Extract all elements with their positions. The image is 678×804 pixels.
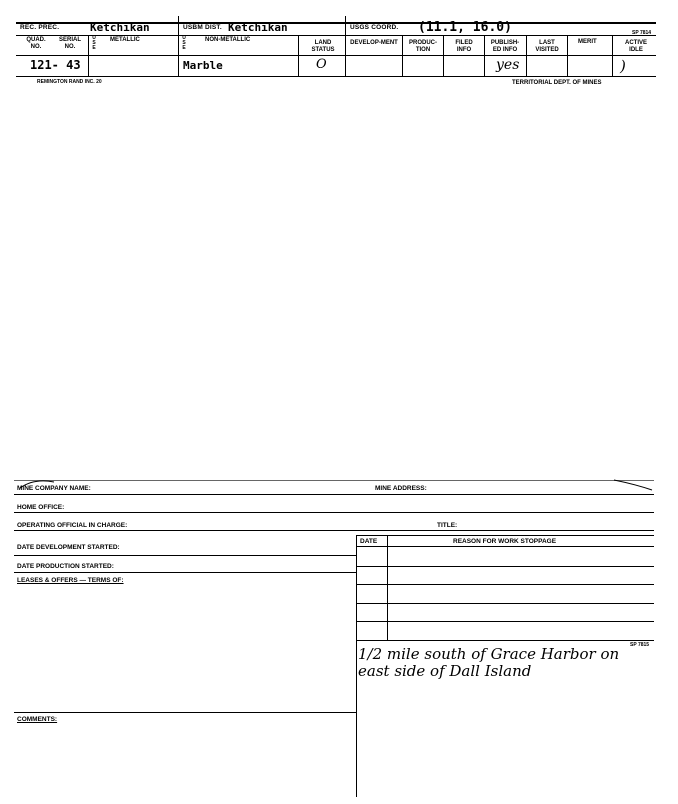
metallic-label: METALLIC (110, 37, 140, 43)
filed-info-label: FILED INFO (455, 40, 473, 53)
location-note-line2: east side of Dall Island (358, 662, 532, 680)
right-rule (356, 621, 654, 622)
date-dev-label: DATE DEVELOPMENT STARTED: (17, 544, 120, 551)
use-label-nonmetallic: USE (182, 35, 186, 51)
usbm-dist-label: USBM DIST. (183, 24, 222, 31)
rec-prec-label: REC. PREC. (20, 24, 60, 31)
territorial-label: TERRITORIAL DEPT. OF MINES (512, 80, 602, 86)
top-vsep (443, 35, 444, 76)
center-divider (356, 535, 357, 797)
usbm-dist-value: Ketchikan (228, 21, 288, 34)
top-vsep (567, 35, 568, 76)
bottom-rule (14, 512, 654, 513)
top-rule-3 (16, 55, 656, 56)
top-vsep (178, 16, 179, 76)
top-vsep (88, 35, 89, 76)
comments-label: COMMENTS: (17, 716, 58, 723)
bottom-rule (356, 535, 654, 536)
non-metallic-value: Marble (183, 59, 223, 72)
date-col-divider (387, 535, 388, 640)
right-rule (356, 566, 654, 567)
right-rule (356, 603, 654, 604)
quad-serial-value: 121- 43 (30, 58, 81, 72)
form-code-top: SP 7814 (632, 30, 652, 36)
published-info-label: PUBLISH-ED INFO (490, 40, 520, 53)
usgs-coord-value: (11.1, 16.0) (418, 20, 512, 35)
left-rule (14, 555, 356, 556)
quad-no-label: QUAD. NO. (26, 37, 46, 50)
bottom-rule (14, 530, 654, 531)
bottom-rule (14, 494, 654, 495)
right-rule (356, 640, 654, 641)
home-office-label: HOME OFFICE: (17, 504, 65, 511)
land-status-value: O (316, 57, 327, 72)
pen-stroke (14, 474, 654, 494)
mine-company-label: MINE COMPANY NAME: (17, 485, 91, 492)
usgs-coord-label: USGS COORD. (350, 24, 399, 31)
operating-official-label: OPERATING OFFICIAL IN CHARGE: (17, 522, 128, 529)
form-code-bottom: SP 7815 (630, 642, 650, 648)
reason-col-label: REASON FOR WORK STOPPAGE (453, 538, 557, 545)
top-vsep (526, 35, 527, 76)
use-label-metallic: USE (92, 35, 96, 51)
leases-label: LEASES & OFFERS — TERMS OF: (17, 577, 124, 584)
serial-no-label: SERIAL NO. (58, 37, 81, 50)
rec-prec-value: Ketchikan (90, 21, 150, 34)
location-note-line1: 1/2 mile south of Grace Harbor on (358, 645, 620, 663)
date-col-label: DATE (360, 538, 378, 545)
right-rule (356, 546, 654, 547)
left-rule (14, 712, 356, 713)
published-info-value: yes (496, 57, 520, 73)
right-rule (356, 584, 654, 585)
non-metallic-label: NON-METALLIC (205, 37, 251, 43)
last-visited-label: LAST VISITED (535, 40, 559, 53)
date-prod-label: DATE PRODUCTION STARTED: (17, 563, 114, 570)
title-label: TITLE: (437, 522, 458, 529)
top-vsep (402, 35, 403, 76)
development-label: DEVELOP-MENT (350, 40, 398, 46)
left-rule (14, 572, 356, 573)
top-vsep (298, 35, 299, 76)
top-vsep (345, 16, 346, 76)
top-vsep (484, 35, 485, 76)
printer-line: REMINGTON RAND INC. 20 (37, 79, 102, 85)
production-label: PRODUC-TION (409, 40, 437, 53)
merit-label: MERIT (578, 39, 597, 45)
top-vsep (612, 35, 613, 76)
active-idle-mark: ) (620, 57, 626, 75)
top-rule-2 (16, 35, 656, 36)
mine-address-label: MINE ADDRESS: (375, 485, 427, 492)
top-rule-4 (16, 76, 656, 77)
land-status-label: LAND STATUS (311, 40, 335, 53)
active-idle-label: ACTIVE IDLE (624, 40, 647, 53)
